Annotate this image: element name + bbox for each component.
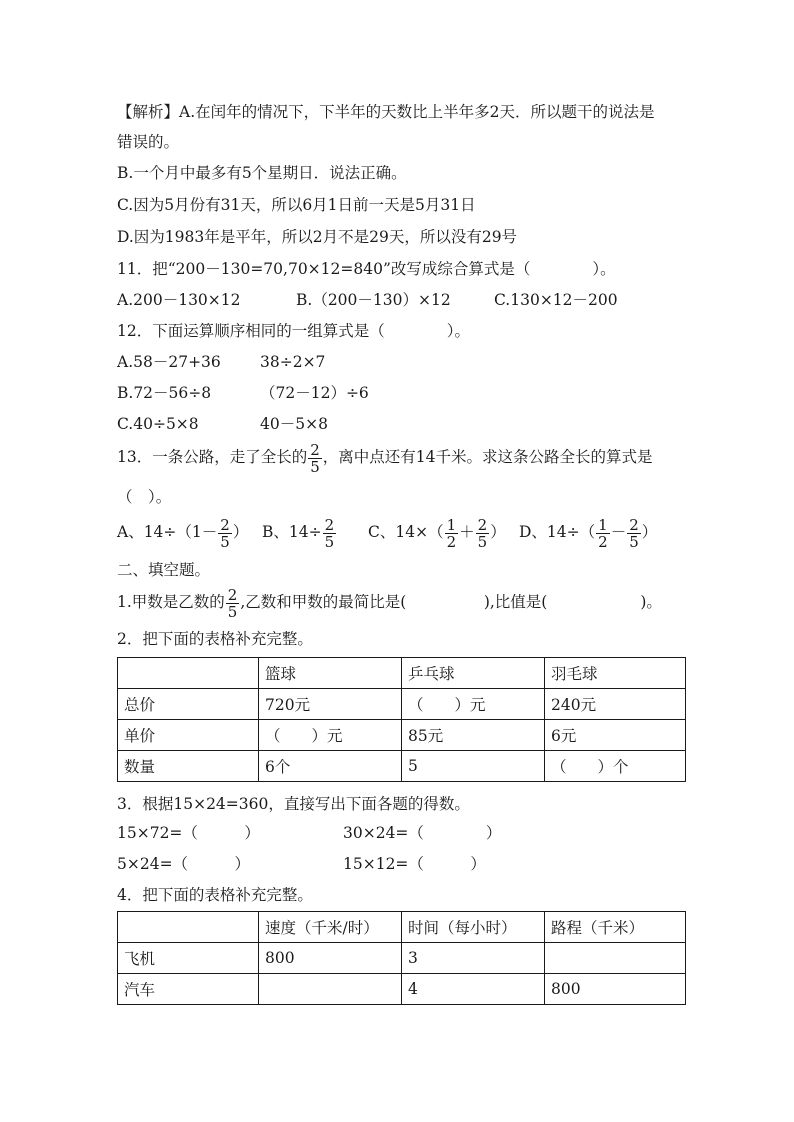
- table-cell: 85元: [402, 720, 545, 751]
- analysis-b: B.一个月中最多有5个星期日．说法正确。: [117, 164, 407, 182]
- q13-stem-before: 13．一条公路，走了全长的: [117, 448, 308, 466]
- table-cell: 汽车: [118, 974, 259, 1005]
- table-row: [118, 751, 686, 782]
- q13-stem: [117, 440, 653, 475]
- calc-item: 5×24=（ ）: [117, 855, 251, 873]
- fill-question-1: 1.甲数是乙数的 $\frac{2}{5}$ ,乙数和甲数的最简比是( ),比值是( )。: [117, 585, 662, 621]
- table-cell: 6元: [545, 720, 686, 751]
- table-cell: （ ）元: [402, 689, 545, 720]
- table-cell: [118, 912, 259, 943]
- table-cell: 路程（千米）: [545, 912, 686, 943]
- calc-item: 15×12=（ ）: [343, 855, 486, 873]
- table-cell: 5: [402, 751, 545, 782]
- table-cell: [118, 658, 259, 689]
- calc-item: 15×72=（ ）: [117, 824, 260, 842]
- q12-row-a-right: 38÷2×7: [260, 353, 326, 371]
- q12-row-c-right: 40－5×8: [260, 415, 328, 433]
- table-cell: 时间（每小时）: [402, 912, 545, 943]
- q12-row-b-right: （72－12）÷6: [260, 384, 369, 402]
- table-cell: 数量: [118, 751, 259, 782]
- table-cell: 240元: [545, 689, 686, 720]
- table-cell: 4: [402, 974, 545, 1005]
- table-row: [118, 689, 686, 720]
- table-row: [118, 658, 686, 689]
- table-cell: 总价: [118, 689, 259, 720]
- q12-row-c-left: C.40÷5×8: [117, 415, 199, 433]
- q11-stem: 11．把“200－130=70,70×12=840”改写成综合算式是（ ）。: [117, 260, 616, 278]
- table-row: [118, 912, 686, 943]
- q13-stem-after: ，离中点还有14千米。求这条公路全长的算式是: [322, 448, 653, 466]
- table-row: [118, 943, 686, 974]
- table-cell: [545, 943, 686, 974]
- analysis-line-1: 【解析】A.在闰年的情况下，下半年的天数比上半年多2天．所以题干的说法是: [117, 103, 655, 121]
- q11-option-c: C.130×12－200: [494, 291, 618, 309]
- table-cell: 3: [402, 943, 545, 974]
- q11-option-b: B.（200－130）×12: [296, 291, 451, 309]
- q13-option-c: C、14×（ $\frac{1}{2}$ ＋ $\frac{2}{5}$ ）: [368, 515, 506, 551]
- table-cell: 乒乓球: [402, 658, 545, 689]
- fill-question-2-stem: 2．把下面的表格补充完整。: [117, 630, 313, 648]
- table-cell: 720元: [259, 689, 402, 720]
- section-2-title: 二、填空题。: [117, 561, 211, 579]
- table-cell: 800: [259, 943, 402, 974]
- analysis-c: C.因为5月份有31天，所以6月1日前一天是5月31日: [117, 196, 476, 214]
- table-row: [118, 720, 686, 751]
- q13-option-a: A、14÷（1－ $\frac{2}{5}$ ）: [117, 515, 249, 551]
- q12-stem: 12．下面运算顺序相同的一组算式是（ ）。: [117, 322, 470, 340]
- q12-row-b-left: B.72－56÷8: [117, 384, 212, 402]
- fill-question-3-stem: 3．根据15×24=360，直接写出下面各题的得数。: [117, 795, 470, 813]
- table-cell: 速度（千米/时）: [259, 912, 402, 943]
- speed-table: [117, 911, 686, 1005]
- q13-option-b: B、14÷ $\frac{2}{5}$: [262, 515, 335, 551]
- table-cell: 6个: [259, 751, 402, 782]
- table-cell: [259, 974, 402, 1005]
- table-cell: 篮球: [259, 658, 402, 689]
- table-cell: 飞机: [118, 943, 259, 974]
- q11-option-a: A.200－130×12: [117, 291, 241, 309]
- table-cell: （ ）元: [259, 720, 402, 751]
- table-row: [118, 974, 686, 1005]
- q13-blank: （ ）。: [117, 488, 172, 506]
- table-cell: （ ）个: [545, 751, 686, 782]
- table-cell: 800: [545, 974, 686, 1005]
- table-cell: 羽毛球: [545, 658, 686, 689]
- q13-option-d: D、14÷（ $\frac{1}{2}$ － $\frac{2}{5}$ ）: [519, 515, 658, 551]
- price-table: [117, 657, 686, 782]
- analysis-line-2: 错误的。: [117, 133, 180, 151]
- q12-row-a-left: A.58－27+36: [117, 353, 221, 371]
- fill-question-4-stem: 4．把下面的表格补充完整。: [117, 886, 313, 904]
- analysis-d: D.因为1983年是平年，所以2月不是29天，所以没有29号: [117, 228, 518, 246]
- calc-item: 30×24=（ ）: [343, 824, 502, 842]
- table-cell: 单价: [118, 720, 259, 751]
- fraction-two-fifths: $\frac{2}{5}$: [310, 440, 320, 476]
